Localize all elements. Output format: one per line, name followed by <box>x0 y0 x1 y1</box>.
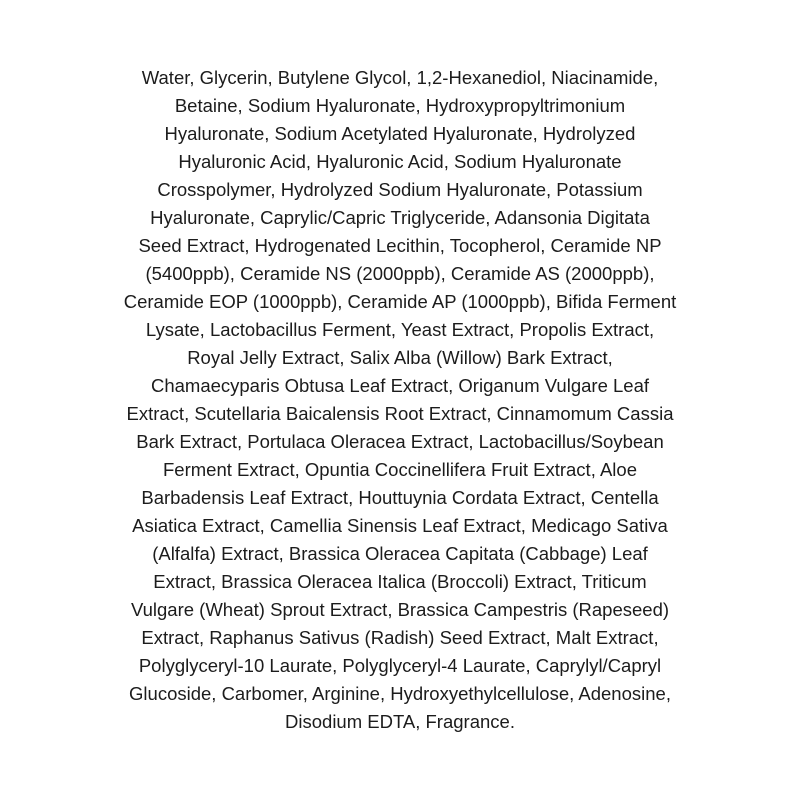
ingredient-line: (Alfalfa) Extract, Brassica Oleracea Capitata (Cabbage) Leaf <box>152 543 648 564</box>
ingredient-line: Hyaluronate, Sodium Acetylated Hyaluronate, Hydrolyzed <box>164 123 636 144</box>
ingredient-line: Crosspolymer, Hydrolyzed Sodium Hyaluronate, Potassium <box>157 179 643 200</box>
ingredient-line: Seed Extract, Hydrogenated Lecithin, Tocopherol, Ceramide NP <box>138 235 662 256</box>
ingredient-line: Hyaluronic Acid, Hyaluronic Acid, Sodium Hyaluronate <box>178 151 622 172</box>
ingredient-line: Ceramide EOP (1000ppb), Ceramide AP (1000ppb), Bifida Ferment <box>123 291 677 312</box>
ingredient-line: Polyglyceryl-10 Laurate, Polyglyceryl-4 Laurate, Caprylyl/Capryl <box>138 655 662 676</box>
ingredient-list <box>0 64 800 736</box>
ingredient-line: Lysate, Lactobacillus Ferment, Yeast Extract, Propolis Extract, <box>145 319 655 340</box>
ingredient-line: Extract, Brassica Oleracea Italica (Broccoli) Extract, Triticum <box>153 571 647 592</box>
ingredient-line: Betaine, Sodium Hyaluronate, Hydroxypropyltrimonium <box>174 95 626 116</box>
ingredient-line: Ferment Extract, Opuntia Coccinellifera Fruit Extract, Aloe <box>163 459 637 480</box>
ingredient-line: (5400ppb), Ceramide NS (2000ppb), Ceramide AS (2000ppb), <box>145 263 655 284</box>
ingredient-line: Vulgare (Wheat) Sprout Extract, Brassica Campestris (Rapeseed) <box>130 599 670 620</box>
ingredient-line: Extract, Scutellaria Baicalensis Root Extract, Cinnamomum Cassia <box>126 403 674 424</box>
ingredient-line: Asiatica Extract, Camellia Sinensis Leaf Extract, Medicago Sativa <box>132 515 668 536</box>
ingredient-line: Royal Jelly Extract, Salix Alba (Willow) Bark Extract, <box>187 347 613 368</box>
ingredient-line: Barbadensis Leaf Extract, Houttuynia Cordata Extract, Centella <box>141 487 659 508</box>
ingredient-line: Bark Extract, Portulaca Oleracea Extract, Lactobacillus/Soybean <box>136 431 664 452</box>
ingredient-line: Chamaecyparis Obtusa Leaf Extract, Origanum Vulgare Leaf <box>150 375 650 396</box>
ingredient-line: Disodium EDTA, Fragrance. <box>285 711 515 732</box>
ingredient-line: Hyaluronate, Caprylic/Capric Triglyceride, Adansonia Digitata <box>150 207 650 228</box>
ingredient-line: Glucoside, Carbomer, Arginine, Hydroxyethylcellulose, Adenosine, <box>129 683 671 704</box>
ingredient-line: Water, Glycerin, Butylene Glycol, 1,2-Hexanediol, Niacinamide, <box>141 67 659 88</box>
ingredient-line: Extract, Raphanus Sativus (Radish) Seed Extract, Malt Extract, <box>141 627 659 648</box>
